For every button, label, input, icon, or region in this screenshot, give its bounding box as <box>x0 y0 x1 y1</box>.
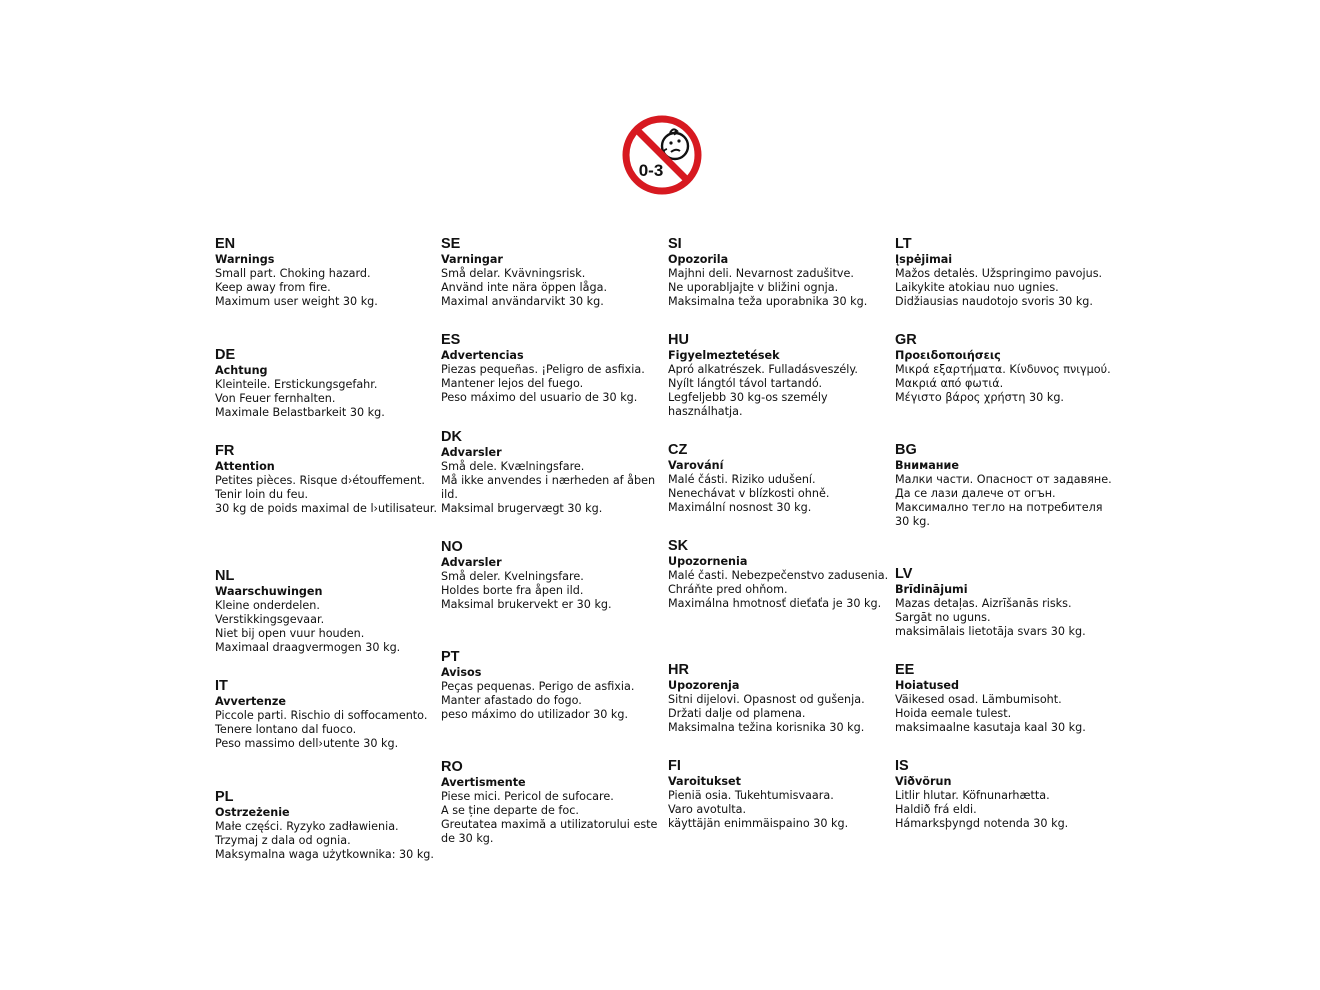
warning-text-line: Von Feuer fernhalten. <box>215 392 336 405</box>
warning-text-line: Små deler. Kvelningsfare. <box>441 570 584 583</box>
warning-title: Advarsler <box>441 446 502 459</box>
warning-title: Attention <box>215 460 275 473</box>
warning-text-line: Litlir hlutar. Köfnunarhætta. <box>895 789 1050 802</box>
warning-text-line: Små delar. Kvävningsrisk. <box>441 267 586 280</box>
warning-text-line: Ne uporabljajte v bližini ognja. <box>668 281 839 294</box>
warning-block-is <box>895 757 1117 831</box>
language-code: BG <box>895 442 917 458</box>
warning-title: Внимание <box>895 459 959 472</box>
warning-text-line: Apró alkatrészek. Fulladásveszély. <box>668 363 858 376</box>
warning-text-line: Små dele. Kvælningsfare. <box>441 460 585 473</box>
warning-block-hr <box>668 661 890 735</box>
warning-title: Warnings <box>215 253 275 266</box>
warning-block-it <box>215 677 437 751</box>
warning-text-line: Hámarksþyngd notenda 30 kg. <box>895 817 1069 830</box>
warning-title: Upozornenia <box>668 555 748 568</box>
language-code: SI <box>668 236 682 252</box>
warning-text-line: Pieniä osia. Tukehtumisvaara. <box>668 789 834 802</box>
warning-title: Brīdinājumi <box>895 583 968 596</box>
warning-text-line: Trzymaj z dala od ognia. <box>215 834 351 847</box>
warning-text-line: Μικρά εξαρτήματα. Κίνδυνος πνιγμού. <box>895 363 1111 376</box>
warning-text-line: Peças pequenas. Perigo de asfixia. <box>441 680 635 693</box>
warning-text-line: Sargāt no uguns. <box>895 611 991 624</box>
warning-text-line: Maksimal brugervægt 30 kg. <box>441 502 603 515</box>
warning-block-hu <box>668 331 890 419</box>
warning-text-line: Držati dalje od plamena. <box>668 707 806 720</box>
warning-title: Achtung <box>215 364 268 377</box>
warning-title: Advarsler <box>441 556 502 569</box>
warning-text-line: Mažos detalės. Užspringimo pavojus. <box>895 267 1103 280</box>
warning-text-line: 30 kg de poids maximal de l›utilisateur. <box>215 502 438 515</box>
warning-title: Varoitukset <box>668 775 741 788</box>
warning-text-line: Tenir loin du feu. <box>215 488 309 501</box>
warning-block-dk <box>441 428 663 516</box>
warning-text-line: Małe części. Ryzyko zadławienia. <box>215 820 399 833</box>
warning-text-line: Maximale Belastbarkeit 30 kg. <box>215 406 385 419</box>
language-code: HU <box>668 332 689 348</box>
warning-text-line: Maximaal draagvermogen 30 kg. <box>215 641 401 654</box>
warning-title: Varování <box>668 459 724 472</box>
not-for-children-0-3-icon <box>620 113 704 197</box>
language-code: SK <box>668 538 689 554</box>
language-code: DK <box>441 429 462 445</box>
warning-text-line: Piese mici. Pericol de sufocare. <box>441 790 614 803</box>
warning-title: Avisos <box>441 666 482 679</box>
warning-text-line: Μέγιστο βάρος χρήστη 30 kg. <box>895 391 1064 404</box>
warning-block-en <box>215 235 437 309</box>
warning-text-line: Må ikke anvendes i nærheden af åben ild. <box>441 474 656 501</box>
warning-text-line: Maximal användarvikt 30 kg. <box>441 295 604 308</box>
warning-text-line: Manter afastado do fogo. <box>441 694 582 707</box>
warning-block-pt <box>441 648 663 722</box>
warning-text-line: Maximální nosnost 30 kg. <box>668 501 812 514</box>
warning-text-line: Greutatea maximă a utilizatorului este de 30 kg. <box>441 818 658 845</box>
warning-title: Įspėjimai <box>895 253 953 266</box>
warning-block-lv <box>895 565 1117 639</box>
age-label: 0-3 <box>638 161 664 180</box>
warning-block-nl <box>215 567 437 655</box>
language-code: PL <box>215 789 234 805</box>
language-code: IT <box>215 678 228 694</box>
language-code: PT <box>441 649 460 665</box>
warning-text-line: Niet bij open vuur houden. <box>215 627 365 640</box>
warning-title: Figyelmeztetések <box>668 349 780 362</box>
warning-title: Ostrzeżenie <box>215 806 290 819</box>
language-code: LV <box>895 566 913 582</box>
warning-text-line: Maksimalna težina korisnika 30 kg. <box>668 721 865 734</box>
warning-block-ee <box>895 661 1117 735</box>
warning-block-fr <box>215 442 437 516</box>
warning-title: Waarschuwingen <box>215 585 323 598</box>
warning-text-line: Använd inte nära öppen låga. <box>441 281 608 294</box>
warning-text-line: Да се лази далече от огън. <box>895 487 1056 500</box>
warning-text-line: Väikesed osad. Lämbumisoht. <box>895 693 1062 706</box>
warning-text-line: Kleine onderdelen. <box>215 599 320 612</box>
warning-text-line: Laikykite atokiau nuo ugnies. <box>895 281 1059 294</box>
warning-text-line: peso máximo do utilizador 30 kg. <box>441 708 629 721</box>
warning-text-line: Mazas detaļas. Aizrīšanās risks. <box>895 597 1072 610</box>
warning-title: Viðvörun <box>895 775 952 788</box>
warning-block-es <box>441 331 663 405</box>
warning-block-bg <box>895 441 1117 529</box>
language-code: RO <box>441 759 463 775</box>
warning-title: Upozorenja <box>668 679 740 692</box>
warning-block-no <box>441 538 663 612</box>
warning-block-cz <box>668 441 890 515</box>
warning-text-line: Holdes borte fra åpen ild. <box>441 584 584 597</box>
warning-title: Hoiatused <box>895 679 960 692</box>
language-code: EN <box>215 236 236 252</box>
warning-text-line: Chráňte pred ohňom. <box>668 583 788 596</box>
warning-text-line: Peso máximo del usuario de 30 kg. <box>441 391 638 404</box>
language-code: EE <box>895 662 915 678</box>
warning-title: Advertencias <box>441 349 524 362</box>
warning-text-line: Piccole parti. Rischio di soffocamento. <box>215 709 428 722</box>
warning-block-lt <box>895 235 1117 309</box>
warning-text-line: Maximum user weight 30 kg. <box>215 295 378 308</box>
warning-text-line: Majhni deli. Nevarnost zadušitve. <box>668 267 854 280</box>
warning-text-line: Малки части. Опасност от задавяне. <box>895 473 1112 486</box>
warning-text-line: Haldið frá eldi. <box>895 803 977 816</box>
warning-text-line: Максимално тегло на потребителя 30 kg. <box>895 501 1103 528</box>
warning-text-line: Small part. Choking hazard. <box>215 267 371 280</box>
warning-text-line: Legfeljebb 30 kg-os személy használhatja. <box>668 391 828 418</box>
warning-text-line: Maksymalna waga użytkownika: 30 kg. <box>215 848 434 861</box>
warning-text-line: Mantener lejos del fuego. <box>441 377 584 390</box>
warning-text-line: maksimaalne kasutaja kaal 30 kg. <box>895 721 1086 734</box>
language-code: CZ <box>668 442 688 458</box>
warning-block-pl <box>215 788 437 862</box>
warning-title: Varningar <box>441 253 503 266</box>
warning-text-line: Piezas pequeñas. ¡Peligro de asfixia. <box>441 363 645 376</box>
language-code: HR <box>668 662 689 678</box>
warning-text-line: Verstikkingsgevaar. <box>215 613 325 626</box>
warning-title: Avvertenze <box>215 695 286 708</box>
warning-text-line: Nenechávat v blízkosti ohně. <box>668 487 830 500</box>
warning-text-line: Kleinteile. Erstickungsgefahr. <box>215 378 378 391</box>
warning-text-line: Malé časti. Nebezpečenstvo zadusenia. <box>668 569 889 582</box>
warning-text-line: Keep away from fire. <box>215 281 331 294</box>
warning-text-line: Peso massimo dell›utente 30 kg. <box>215 737 399 750</box>
warning-text-line: Sitni dijelovi. Opasnost od gušenja. <box>668 693 865 706</box>
warning-title: Opozorila <box>668 253 729 266</box>
warning-text-line: Didžiausias naudotojo svoris 30 kg. <box>895 295 1093 308</box>
warning-block-ro <box>441 758 663 846</box>
warning-text-line: Maksimalna teža uporabnika 30 kg. <box>668 295 868 308</box>
warning-block-fi <box>668 757 890 831</box>
language-code: NO <box>441 539 463 555</box>
language-code: NL <box>215 568 235 584</box>
warning-text-line: Maximálna hmotnosť dieťaťa je 30 kg. <box>668 597 882 610</box>
warning-text-line: Μακριά από φωτιά. <box>895 377 1004 390</box>
warning-text-line: Petites pièces. Risque d›étouffement. <box>215 474 425 487</box>
warning-block-si <box>668 235 890 309</box>
warning-text-line: A se ține departe de foc. <box>441 804 579 817</box>
language-code: FI <box>668 758 681 774</box>
warning-text-line: Varo avotulta. <box>668 803 747 816</box>
warning-block-sk <box>668 537 890 611</box>
language-code: GR <box>895 332 917 348</box>
warning-text-line: Malé části. Riziko udušení. <box>668 473 816 486</box>
warning-title: Προειδοποιήσεις <box>895 349 1001 362</box>
language-code: SE <box>441 236 461 252</box>
warning-text-line: Hoida eemale tulest. <box>895 707 1012 720</box>
language-code: FR <box>215 443 235 459</box>
warning-text-line: Nyílt lángtól távol tartandó. <box>668 377 823 390</box>
language-code: ES <box>441 332 461 348</box>
warning-text-line: maksimālais lietotāja svars 30 kg. <box>895 625 1086 638</box>
warning-text-line: Maksimal brukervekt er 30 kg. <box>441 598 612 611</box>
warning-block-de <box>215 346 437 420</box>
language-code: DE <box>215 347 236 363</box>
warning-block-se <box>441 235 663 309</box>
language-code: IS <box>895 758 909 774</box>
warning-text-line: Tenere lontano dal fuoco. <box>215 723 357 736</box>
warning-text-line: käyttäjän enimmäispaino 30 kg. <box>668 817 849 830</box>
warning-title: Avertismente <box>441 776 526 789</box>
warning-block-gr <box>895 331 1117 405</box>
language-code: LT <box>895 236 912 252</box>
